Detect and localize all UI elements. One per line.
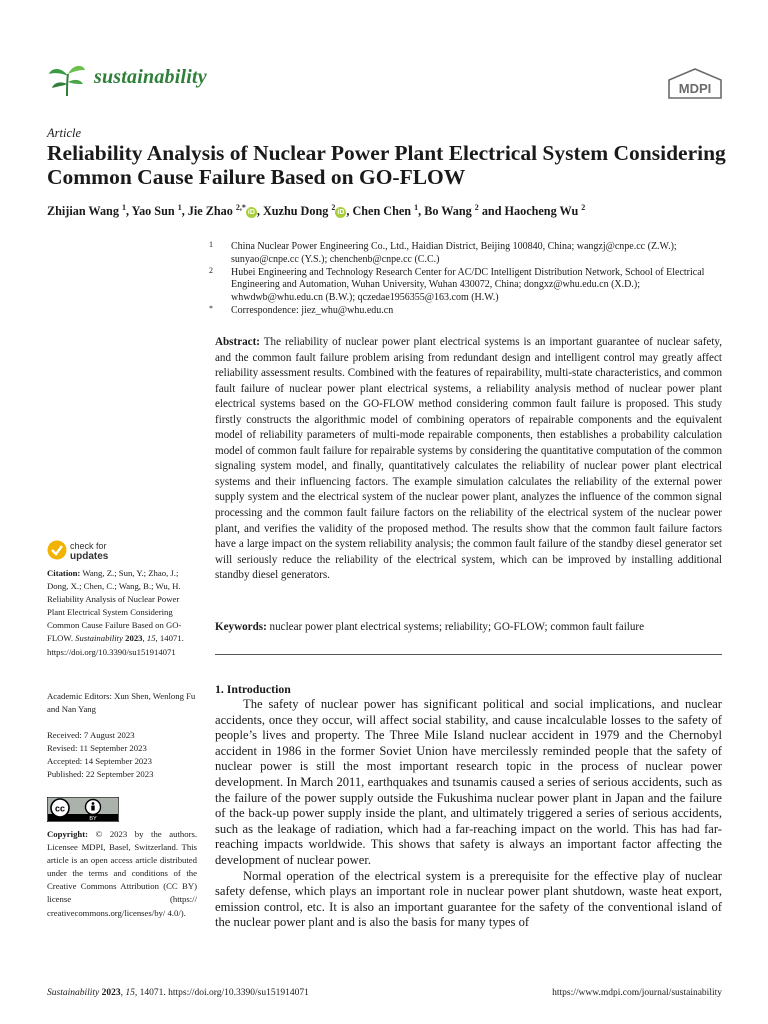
author-affil-sup: 1 <box>414 203 419 212</box>
cc-by-license-icon[interactable] <box>47 797 119 822</box>
mdpi-logo-text: MDPI <box>678 81 712 96</box>
journal-leaf-logo-icon <box>47 62 87 98</box>
orcid-icon[interactable]: iD <box>337 209 345 217</box>
keywords-label: Keywords: <box>215 621 267 633</box>
date-accepted: Accepted: 14 September 2023 <box>47 756 152 767</box>
citation: Citation: Wang, Z.; Sun, Y.; Zhao, J.; Dong, X.; Chen, C.; Wang, B.; Wu, H. Reliability Analysis of Nuclear Power Plant Electrical System Considering Common Cause Failure Based on GO-FLOW. Sustainability 2023, 15, 14071. https://doi.org/10.3390/su151914071 <box>47 568 184 657</box>
affiliation-item: 2 Hubei Engineering and Technology Research Center for AC/DC Intelligent Distribution Network, School of Electrical Engineering and Automation, Wuhan University, Wuhan 430072, China; dongxz@whu.edu.cn (X.D.); whwdwb@whu.edu.cn (B.W.); qczedae1956355@163.com (H.W.) <box>209 265 705 304</box>
keywords <box>215 620 722 635</box>
author-affil-sup: 2 <box>474 203 479 212</box>
updates-label[interactable]: updates <box>70 551 109 562</box>
date-received: Received: 7 August 2023 <box>47 730 135 740</box>
abstract-label: Abstract: <box>215 336 260 348</box>
svg-text:cc: cc <box>54 803 66 814</box>
date-revised: Revised: 11 September 2023 <box>47 743 147 754</box>
footer-journal-url[interactable]: https://www.mdpi.com/journal/sustainability <box>552 988 722 998</box>
check-for-updates-label[interactable]: check for <box>70 541 107 551</box>
copyright: Copyright: © 2023 by the authors. Licensee MDPI, Basel, Switzerland. This article is an open access article distributed under the terms and conditions of the Creative Commons Attribution (CC BY) license (https:// creativecommons.org/licenses/by/ 4.0/). <box>47 829 197 918</box>
journal-name[interactable]: sustainability <box>94 66 207 88</box>
affiliation-item: 1 China Nuclear Power Engineering Co., Ltd., Haidian District, Beijing 100840, China; wangzj@cnpe.cc (Z.W.); sunyao@cnpe.cc (Y.S.); chenchenb@cnpe.cc (C.C.) <box>209 240 677 265</box>
abstract <box>215 335 722 584</box>
section-divider <box>215 654 722 655</box>
keywords-text: nuclear power plant electrical systems; reliability; GO-FLOW; common fault failure <box>269 621 645 633</box>
author-affil-sup: 2 <box>331 203 336 212</box>
author-name: Chen Chen <box>352 204 412 219</box>
paragraph: The safety of nuclear power has significant political and social implications, and nuclear accidents, once they occur, will affect social stability, and cause incalculable losses to the safety of people’s lives and property. The Three Mile Island nuclear accident in 1979 and the Chernobyl accident in 1986 in the former Soviet Union have mercilessly reminded people that the safety of nuclear power is still the most important research topic in the process of nuclear power development. In March 2011, earthquakes and tsunamis caused a series of serious accidents, such as the failure of the power supply outside the Fukushima nuclear power plant in Japan and the failure of the back-up power supply inside the plant, and ultimately triggered a series of serious accidents, such as the leakage of radiation, which had a far-reaching impact on the world. This has had far-reaching impacts worldwide. This shows that safety is always an important factor affecting the development of nuclear power. <box>215 697 722 867</box>
academic-editors: Academic Editors: Xun Shen, Wenlong Fu and Nan Yang <box>47 691 196 715</box>
paragraph: Normal operation of the electrical system is a prerequisite for the effective play of nuclear safety defense, which plays an important role in nuclear power plant shutdown, waste heat export, emission control, etc. It is also an important guarantee for the safety of the conventional island of the nuclear power plant and is also the basis for many types of <box>215 868 722 930</box>
dates <box>47 729 197 781</box>
abstract-text: The reliability of nuclear power plant electrical systems is an important guarantee of nuclear safety, and the common fault failure problem arising from redundant design and intelligent control may greatly affect reliability assessment results. Combined with the features of repairability, multi-state characteristics, and common fault failure of nuclear power plant electrical systems, a reliability analysis method of nuclear power plant electrical systems based on the GO-FLOW method considering common fault failure is proposed. This study firstly constructs the algorithmic model of combining operators of repairable components and the equivalent model of reliability parameters of multi-mode repairable components, then establishes a probability calculation model of common fault failure for repairable systems by considering the quantitative computation of the common signaling system model, and finally, quantitatively calculates the reliability of nuclear power plant electrical systems and their influencing factors. The example simulation calculates the reliability of the external power supply system and the electrical system of the nuclear power plant, analyzes the influence of the common signal processing and the common fault failure factors on the reliability of the electrical system of the nuclear power plant, and verifies the validity of the proposed method. The results show that the common fault failure factors have a large impact on the system reliability analysis; the common fault failure of the standby diesel generator set will seriously reduce the reliability of the electrical system, which can be improved by installing additional standby diesel generators. <box>215 336 722 582</box>
author-affil-sup: 2 <box>581 203 586 212</box>
section-body <box>215 697 722 931</box>
author-affil-sup: 1 <box>121 203 126 212</box>
author-name: Haocheng Wu <box>504 204 579 219</box>
svg-text:BY: BY <box>89 816 97 822</box>
author-name: Xuzhu Dong <box>262 204 329 219</box>
correspondence-item: * Correspondence: jiez_whu@whu.edu.cn <box>209 303 394 316</box>
date-published: Published: 22 September 2023 <box>47 769 154 780</box>
check-for-updates-icon[interactable] <box>47 540 67 560</box>
author-name: Zhijian Wang <box>47 204 119 219</box>
author-affil-sup: 1 <box>177 203 182 212</box>
author-affil-sup: 2,* <box>235 203 246 212</box>
author-list: Zhijian Wang $^1$, Yao Sun $^1$, Jie Zhao $^{2,*}$iD , Xuzhu Dong $^2$iD , Chen Chen $^1$, Bo Wang $^2$ and Haocheng Wu $^2$ <box>47 203 586 219</box>
author-name: Bo Wang <box>424 204 472 219</box>
section-heading: 1. Introduction <box>215 682 291 696</box>
orcid-icon[interactable]: iD <box>247 209 255 217</box>
article-type: Article <box>47 126 82 140</box>
footer-citation: Sustainability 2023, 15, 14071. https://doi.org/10.3390/su151914071 <box>47 988 309 998</box>
affiliations <box>206 241 726 318</box>
author-name: Yao Sun <box>131 204 175 219</box>
mdpi-logo-icon[interactable] <box>667 68 723 100</box>
author-name: Jie Zhao <box>187 204 233 219</box>
article-title: Reliability Analysis of Nuclear Power Plant Electrical System Considering Common Cause Failure Based on GO-FLOW <box>47 141 726 189</box>
